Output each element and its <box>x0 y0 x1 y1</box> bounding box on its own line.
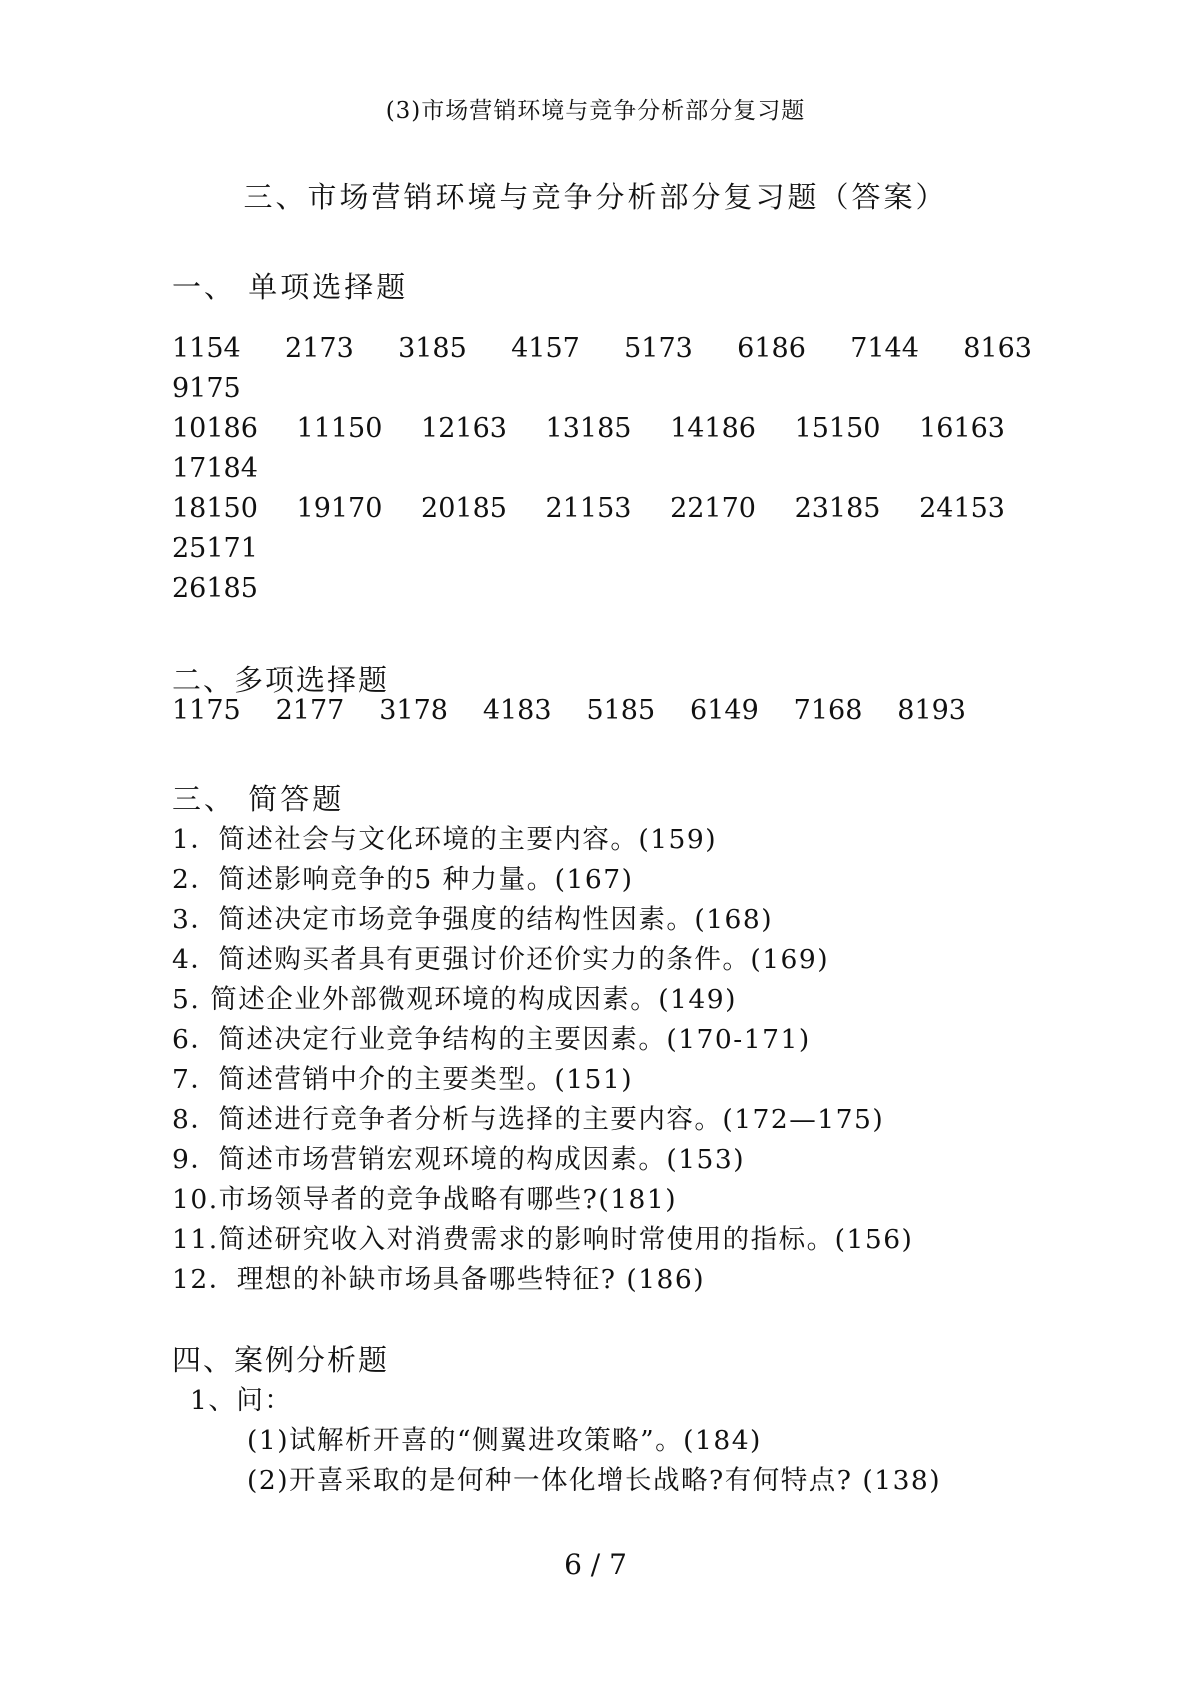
answer: 3178 <box>379 695 448 726</box>
answer: 14186 <box>670 413 756 444</box>
answer: 23185 <box>794 493 881 524</box>
answer: 15150 <box>794 413 881 444</box>
answer: 4157 <box>511 333 580 364</box>
answer: 6149 <box>690 695 759 726</box>
question-item: 1．简述社会与文化环境的主要内容。(159) <box>172 824 718 855</box>
answer: 4183 <box>482 695 552 726</box>
answer: 7144 <box>850 333 919 364</box>
section2-heading: 二、多项选择题 <box>172 663 390 697</box>
page-title: 三、市场营销环境与竞争分析部分复习题（答案） <box>243 180 948 214</box>
question-item: 5. 简述企业外部微观环境的构成因素。(149) <box>172 984 737 1015</box>
answer: 3185 <box>398 333 467 364</box>
answer: 5173 <box>624 333 693 364</box>
question-item: 3．简述决定市场竞争强度的结构性因素。(168) <box>172 904 774 935</box>
answer: 5185 <box>586 695 656 726</box>
answer: 25171 <box>172 533 258 564</box>
answer: 7168 <box>793 695 863 726</box>
case-question-label: 1、问： <box>190 1385 293 1416</box>
answer: 6186 <box>737 333 806 364</box>
page-number: 6 / 7 <box>564 1548 627 1581</box>
answer: 13185 <box>545 413 632 444</box>
question-item: 6．简述决定行业竞争结构的主要因素。(170-171) <box>172 1024 811 1055</box>
answer: 11150 <box>296 413 383 444</box>
section4-heading: 四、案例分析题 <box>172 1343 390 1377</box>
answer: 9175 <box>172 373 241 404</box>
answer: 1154 <box>172 333 241 364</box>
answer: 20185 <box>421 493 507 524</box>
running-header: (3)市场营销环境与竞争分析部分复习题 <box>385 98 806 124</box>
answer: 17184 <box>172 453 258 484</box>
case-question: (1)试解析开喜的“侧翼进攻策略”。(184) <box>247 1425 762 1456</box>
answer: 8193 <box>897 695 966 726</box>
answer: 22170 <box>670 493 756 524</box>
question-item: 4．简述购买者具有更强讨价还价实力的条件。(169) <box>172 944 830 975</box>
question-item: 2．简述影响竞争的5 种力量。(167) <box>172 864 634 895</box>
answer-row <box>172 333 1032 373</box>
answer-row <box>172 413 1005 453</box>
answer: 1175 <box>172 695 241 726</box>
question-item: 9．简述市场营销宏观环境的构成因素。(153) <box>172 1144 746 1175</box>
answer: 24153 <box>919 493 1005 524</box>
answer-row <box>172 695 966 735</box>
question-item: 7．简述营销中介的主要类型。(151) <box>172 1064 634 1095</box>
answer: 16163 <box>919 413 1005 444</box>
answer: 12163 <box>421 413 507 444</box>
answer: 18150 <box>172 493 258 524</box>
case-question: (2)开喜采取的是何种一体化增长战略?有何特点? (138) <box>247 1465 942 1496</box>
question-item: 10.市场领导者的竞争战略有哪些?(181) <box>172 1184 678 1215</box>
answer: 2173 <box>285 333 354 364</box>
answer: 10186 <box>172 413 258 444</box>
section1-heading: 一、 单项选择题 <box>172 270 409 304</box>
question-item: 12．理想的补缺市场具备哪些特征? (186) <box>172 1264 706 1295</box>
question-item: 8．简述进行竞争者分析与选择的主要内容。(172—175) <box>172 1104 885 1135</box>
answer: 21153 <box>545 493 632 524</box>
answer-row <box>172 493 1005 533</box>
question-item: 11.简述研究收入对消费需求的影响时常使用的指标。(156) <box>172 1224 914 1255</box>
answer: 19170 <box>296 493 383 524</box>
answer: 8163 <box>963 333 1032 364</box>
section3-heading: 三、 简答题 <box>172 782 345 816</box>
answer: 26185 <box>172 573 258 604</box>
answer: 2177 <box>275 695 345 726</box>
